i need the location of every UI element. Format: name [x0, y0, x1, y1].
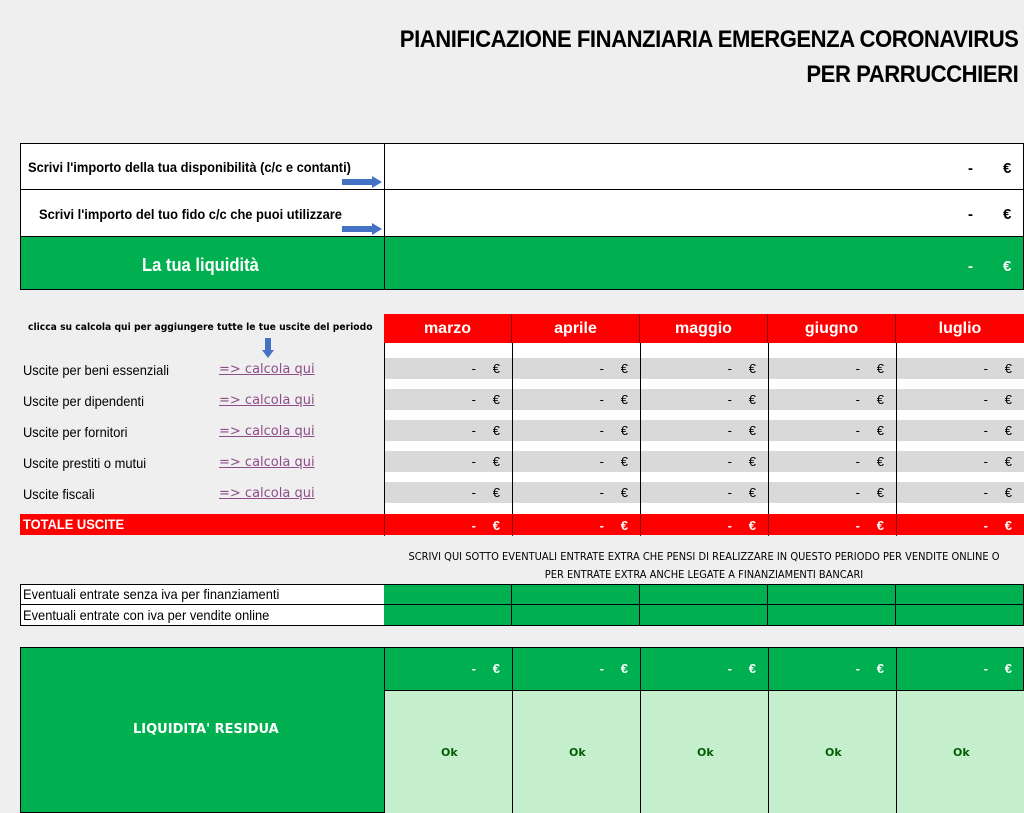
- cell-currency: €: [748, 392, 756, 407]
- total-cell: [640, 515, 768, 536]
- expense-cell[interactable]: [641, 389, 768, 410]
- cell-currency: €: [492, 423, 500, 438]
- cell-currency: €: [748, 361, 756, 376]
- cell-value: -: [855, 661, 860, 676]
- column-divider: [640, 343, 641, 514]
- expense-cell[interactable]: [641, 451, 768, 472]
- cell-value: -: [855, 485, 860, 500]
- cell-value: -: [471, 485, 476, 500]
- cell-currency: €: [1004, 454, 1012, 469]
- expense-cell[interactable]: [641, 358, 768, 379]
- cell-value: -: [983, 485, 988, 500]
- residua-status-cell: [768, 691, 896, 813]
- cell-currency: €: [876, 392, 884, 407]
- cell-currency: €: [748, 518, 756, 533]
- residua-value-cell: [768, 648, 896, 691]
- disponibilita-input[interactable]: [385, 144, 1023, 189]
- cell-currency: €: [492, 454, 500, 469]
- calcola-link-fiscali[interactable]: => calcola qui: [219, 486, 315, 501]
- cell-currency: €: [876, 485, 884, 500]
- status-ok: Ok: [569, 746, 586, 759]
- cell-currency: €: [620, 361, 628, 376]
- cell-currency: €: [492, 392, 500, 407]
- residua-status-cell: [384, 691, 512, 813]
- calcola-link-dipendenti[interactable]: => calcola qui: [219, 393, 315, 408]
- disponibilita-label: Scrivi l'importo della tua disponibilità (c/c e contanti): [28, 159, 351, 175]
- disponibilita-currency: €: [1003, 160, 1012, 177]
- cell-value: -: [471, 423, 476, 438]
- expense-cell[interactable]: [769, 389, 896, 410]
- expense-label-beni: Uscite per beni essenziali: [23, 362, 170, 378]
- cell-value: -: [983, 392, 988, 407]
- residua-value-cell: [512, 648, 640, 691]
- extra-income-input[interactable]: [384, 604, 512, 626]
- cell-currency: €: [876, 518, 884, 533]
- expense-cell[interactable]: [385, 420, 512, 441]
- expense-cell[interactable]: [641, 482, 768, 503]
- total-cell: [384, 515, 512, 536]
- total-cell: [768, 515, 896, 536]
- column-divider: [896, 343, 897, 514]
- cell-currency: €: [876, 423, 884, 438]
- cell-value: -: [727, 423, 732, 438]
- cell-value: -: [471, 454, 476, 469]
- calcola-link-beni[interactable]: => calcola qui: [219, 362, 315, 377]
- cell-value: -: [471, 661, 476, 676]
- status-ok: Ok: [953, 746, 970, 759]
- expense-cell[interactable]: [513, 358, 640, 379]
- expense-label-dipendenti: Uscite per dipendenti: [23, 393, 145, 409]
- cell-currency: €: [1004, 518, 1012, 533]
- expense-cell[interactable]: [513, 451, 640, 472]
- extra-income-input[interactable]: [384, 584, 512, 605]
- cell-currency: €: [748, 485, 756, 500]
- cell-value: -: [727, 661, 732, 676]
- arrow-right-icon: [342, 223, 382, 235]
- calcola-link-prestiti[interactable]: => calcola qui: [219, 455, 315, 470]
- cell-value: -: [599, 361, 604, 376]
- cell-value: -: [855, 518, 860, 533]
- cell-currency: €: [748, 423, 756, 438]
- cell-value: -: [983, 518, 988, 533]
- expense-cell[interactable]: [513, 420, 640, 441]
- totale-uscite-label: TOTALE USCITE: [23, 516, 125, 532]
- cell-currency: €: [620, 518, 628, 533]
- expenses-instruction: clicca su calcola qui per aggiungere tutte le tue uscite del periodo: [28, 322, 373, 333]
- cell-currency: €: [1004, 661, 1012, 676]
- extra-income-input[interactable]: [512, 584, 640, 605]
- cell-value: -: [855, 454, 860, 469]
- cell-currency: €: [1004, 485, 1012, 500]
- extra-note-line1: SCRIVI QUI SOTTO EVENTUALI ENTRATE EXTRA CHE PENSI DI REALIZZARE IN QUESTO PERIODO PER VENDITE ONLINE O: [408, 551, 1000, 563]
- cell-currency: €: [748, 661, 756, 676]
- month-header-marzo: marzo: [384, 314, 512, 343]
- extra-income-input[interactable]: [896, 584, 1024, 605]
- expense-cell[interactable]: [769, 451, 896, 472]
- cell-value: -: [727, 454, 732, 469]
- cell-value: -: [599, 423, 604, 438]
- fido-value: -: [968, 206, 973, 223]
- cell-currency: €: [620, 661, 628, 676]
- cell-currency: €: [876, 361, 884, 376]
- expense-cell[interactable]: [513, 482, 640, 503]
- cell-value: -: [599, 392, 604, 407]
- fido-currency: €: [1003, 206, 1012, 223]
- cell-value: -: [983, 661, 988, 676]
- expense-cell[interactable]: [897, 420, 1024, 441]
- cell-value: -: [599, 485, 604, 500]
- cell-currency: €: [876, 661, 884, 676]
- residua-status-cell: [512, 691, 640, 813]
- expense-cell[interactable]: [385, 482, 512, 503]
- status-ok: Ok: [825, 746, 842, 759]
- extra-income-input[interactable]: [768, 604, 896, 626]
- extra-row2-label: Eventuali entrate con iva per vendite online: [23, 607, 270, 623]
- month-header-luglio: luglio: [938, 320, 982, 337]
- fido-input[interactable]: [385, 190, 1023, 236]
- expense-label-fornitori: Uscite per fornitori: [23, 424, 128, 440]
- month-header-aprile: aprile: [512, 314, 640, 343]
- expense-label-fiscali: Uscite fiscali: [23, 486, 95, 502]
- cell-currency: €: [492, 518, 500, 533]
- expense-cell[interactable]: [897, 389, 1024, 410]
- residua-status-cell: [640, 691, 768, 813]
- cell-value: -: [471, 392, 476, 407]
- expense-cell[interactable]: [641, 420, 768, 441]
- page-title-line2: PER PARRUCCHIERI: [806, 61, 1018, 88]
- cell-currency: €: [492, 661, 500, 676]
- expense-cell[interactable]: [769, 358, 896, 379]
- cell-currency: €: [620, 423, 628, 438]
- total-cell: [896, 515, 1024, 536]
- cell-currency: €: [1004, 423, 1012, 438]
- cell-currency: €: [1004, 361, 1012, 376]
- cell-value: -: [983, 423, 988, 438]
- cell-value: -: [727, 485, 732, 500]
- cell-value: -: [855, 361, 860, 376]
- expense-cell[interactable]: [385, 451, 512, 472]
- cell-currency: €: [620, 454, 628, 469]
- disponibilita-value: -: [968, 160, 973, 177]
- cell-value: -: [727, 392, 732, 407]
- extra-income-note: [403, 548, 1005, 584]
- residua-value-cell: [896, 648, 1024, 691]
- extra-income-input[interactable]: [640, 604, 768, 626]
- cell-currency: €: [492, 485, 500, 500]
- column-divider: [384, 343, 385, 514]
- extra-row1-label: Eventuali entrate senza iva per finanziamenti: [23, 586, 280, 602]
- cell-value: -: [855, 423, 860, 438]
- calcola-link-fornitori[interactable]: => calcola qui: [219, 424, 315, 439]
- extra-income-input[interactable]: [896, 604, 1024, 626]
- expense-cell[interactable]: [385, 358, 512, 379]
- fido-label: Scrivi l'importo del tuo fido c/c che puoi utilizzare: [39, 206, 342, 222]
- extra-income-input[interactable]: [512, 604, 640, 626]
- cell-currency: €: [492, 361, 500, 376]
- extra-note-line2: PER ENTRATE EXTRA ANCHE LEGATE A FINANZIAMENTI BANCARI: [544, 569, 864, 581]
- cell-value: -: [599, 454, 604, 469]
- extra-income-input[interactable]: [640, 584, 768, 605]
- column-divider: [768, 343, 769, 514]
- status-ok: Ok: [697, 746, 714, 759]
- liquidita-residua-label: LIQUIDITA' RESIDUA: [133, 722, 279, 737]
- cell-value: -: [599, 661, 604, 676]
- month-header-giugno: giugno: [768, 314, 896, 343]
- cell-value: -: [471, 361, 476, 376]
- cell-value: -: [599, 518, 604, 533]
- residua-value-cell: [384, 648, 512, 691]
- expense-cell[interactable]: [897, 358, 1024, 379]
- cell-currency: €: [620, 392, 628, 407]
- cell-value: -: [855, 392, 860, 407]
- cell-currency: €: [620, 485, 628, 500]
- total-cell: [512, 515, 640, 536]
- extra-income-input[interactable]: [768, 584, 896, 605]
- cell-value: -: [983, 361, 988, 376]
- cell-value: -: [471, 518, 476, 533]
- cell-value: -: [727, 361, 732, 376]
- arrow-down-icon: [262, 338, 274, 358]
- residua-value-cell: [640, 648, 768, 691]
- expense-cell[interactable]: [513, 389, 640, 410]
- cell-value: -: [727, 518, 732, 533]
- column-divider: [512, 343, 513, 514]
- expense-cell[interactable]: [897, 451, 1024, 472]
- liquidita-label: La tua liquidità: [142, 255, 259, 275]
- expense-cell[interactable]: [385, 389, 512, 410]
- cell-value: -: [983, 454, 988, 469]
- expense-cell[interactable]: [897, 482, 1024, 503]
- expense-label-prestiti: Uscite prestiti o mutui: [23, 455, 147, 471]
- month-header-maggio: maggio: [640, 314, 768, 343]
- residua-status-cell: [896, 691, 1024, 813]
- page-title-line1: PIANIFICAZIONE FINANZIARIA EMERGENZA CORONAVIRUS: [399, 26, 1018, 53]
- cell-currency: €: [1004, 392, 1012, 407]
- arrow-right-icon: [342, 176, 382, 188]
- liquidita-value: -: [968, 258, 973, 275]
- expense-cell[interactable]: [769, 420, 896, 441]
- cell-currency: €: [876, 454, 884, 469]
- status-ok: Ok: [441, 746, 458, 759]
- cell-currency: €: [748, 454, 756, 469]
- liquidita-currency: €: [1003, 258, 1012, 275]
- expense-cell[interactable]: [769, 482, 896, 503]
